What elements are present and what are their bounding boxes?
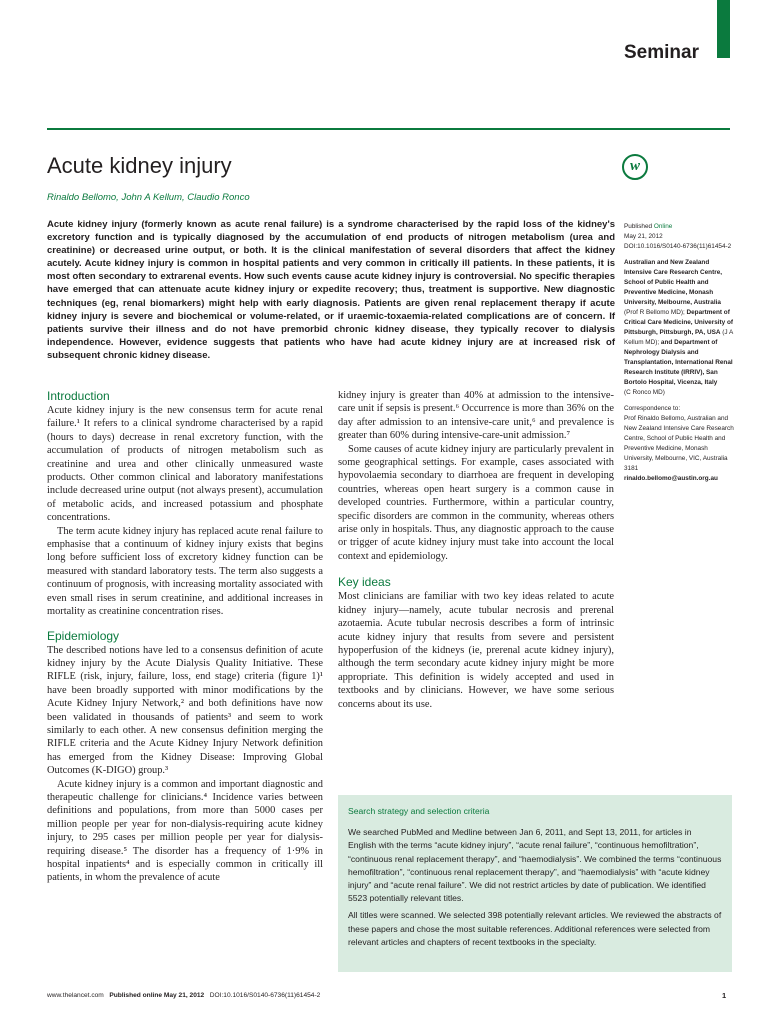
footer-doi: DOI:10.1016/S0140-6736(11)61454-2 — [209, 992, 321, 999]
affiliation-2-author: (J A Kellum MD); — [624, 329, 733, 346]
published-label: Published — [624, 223, 653, 230]
section-label: Seminar — [624, 42, 699, 63]
correspondence-address: Prof Rinaldo Bellomo, Australian and New Zealand Intensive Care Research Centre, School of Public Health and Preventive Medicine, Monash University, Melbourne, VIC, Australia 3181 — [624, 415, 734, 472]
affiliations — [624, 258, 734, 398]
footer-published: Published online May 21, 2012 — [109, 992, 205, 999]
affiliation-3: Department of Nephrology Dialysis and Transplantation, International Renal Research Institute (IRRIV), San Bortolo Hospital, Vicenza, Italy — [624, 339, 733, 386]
epidemiology-paragraph-3: kidney injury is greater than 40% at admission to the intensive-care unit if sepsis is present.⁶ Occurrence is more than 36% on the day after admission to an intensive-care unit,⁶ and prevalence is greater than 60% during intensive-care-unit admission.⁷ — [338, 390, 614, 442]
header-rule — [47, 128, 730, 130]
published-info — [624, 222, 734, 252]
key-ideas-paragraph-1: Most clinicians are familiar with two key ideas related to acute kidney injury—namely, acute tubular necrosis and prerenal azotaemia. Acute tubular necrosis describes a form of intrinsic acute kidney injury that results from severe and persistent hypoperfusion of the kidneys (ie, prerenal acute kidney injury), although the term secondary acute kidney injury might be more appropriate. This definition is widely accepted and used in textbooks and by clinicians. However, we have some serious concerns about its use. — [338, 591, 614, 710]
epidemiology-paragraph-1: The described notions have led to a consensus definition of acute kidney injury by the Acute Dialysis Quality Initiative. These RIFLE (risk, injury, failure, loss, end stage) criteria (figure 1)¹ have been broadly supported with minor modifications by the Acute Kidney Injury Network,² and both definitions have now been validated in thousands of patients³ and seem to work similarly to each other. A new consensus definition merging the RIFLE criteria and the Acute Kidney Injury Network definition has emerged from the Kidney Disease: Improving Global Outcomes (K-DIGO) group.³ — [47, 644, 323, 777]
search-strategy-title: Search strategy and selection criteria — [348, 806, 490, 816]
correspondence-label: Correspondence to: — [624, 405, 681, 412]
correspondence — [624, 404, 734, 484]
epidemiology-paragraph-4: Some causes of acute kidney injury are particularly prevalent in some geographical settings. For example, cases associated with hypovolaemia secondary to diarrhoea are frequent in developing countries, whereas open heart surgery is a common cause in developed countries. Furthermore, within a particular country, specific disorders are common in the community, whereas others arise only in hospitals. Thus, any diagnostic approach to the cause or trigger of acute kidney injury must take into account the local context and epidemiology. — [338, 443, 614, 562]
footer-site-link[interactable]: www.thelancet.com — [47, 992, 104, 999]
page-footer — [47, 992, 320, 999]
web-extra-icon: w — [622, 154, 648, 180]
article-summary: Acute kidney injury (formerly known as acute renal failure) is a syndrome characterised by the rapid loss of the kidney's excretory function and is typically diagnosed by the accumulation of end products of nitrogen metabolism (urea and creatinine) or decreased urine output, or both. It is the clinical manifestation of several disorders that affect the kidney acutely. Acute kidney injury is common in hospital patients and very common in critically ill patients. In these patients, it is most often secondary to extrarenal events. How such events cause acute kidney injury is controversial. No specific therapies have emerged that can attenuate acute kidney injury or expedite recovery; thus, treatment is supportive. New diagnostic techniques (eg, renal biomarkers) might help with early diagnosis. Patients are given renal replacement therapy if acute kidney injury is severe and biochemical or volume-related, or if uraemic-toxaemia-related complications are of concern. If patients survive their illness and do not have premorbid chronic kidney disease, they typically recover to dialysis independence. However, evidence suggests that patients who have had acute kidney injury are at increased risk of subsequent chronic kidney disease. — [47, 219, 615, 361]
published-date: May 21, 2012 — [624, 233, 663, 240]
affiliation-3-author: (C Ronco MD) — [624, 389, 665, 396]
correspondence-email[interactable]: rinaldo.bellomo@austin.org.au — [624, 475, 718, 482]
article-doi: DOI:10.1016/S0140-6736(11)61454-2 — [624, 243, 732, 250]
journal-color-bar — [717, 0, 730, 58]
article-authors: Rinaldo Bellomo, John A Kellum, Claudio Ronco — [47, 192, 250, 203]
search-strategy-paragraph-1: We searched PubMed and Medline between Jan 6, 2011, and Sept 13, 2011, for articles in English with the terms “acute kidney injury”, “acute renal failure”, “continuous hemofiltration”, “continuous renal replacement therapy”, and “haemodialysis”. We combined the terms “continuous hemofiltration”, “continuous renal replacement therapy”, and “haemodialysis” with “acute kidney injury” and “acute renal failure”. We did not restrict articles by date of publication. We identified 5523 potentially relevant titles. — [348, 827, 722, 904]
page-number: 1 — [722, 991, 727, 1000]
introduction-heading: Introduction — [47, 389, 110, 403]
key-ideas-heading: Key ideas — [338, 575, 391, 590]
published-online-link[interactable]: Online — [653, 223, 673, 230]
affiliation-2: Department of Critical Care Medicine, University of Pittsburgh, Pittsburgh, PA, USA — [624, 309, 734, 336]
article-title: Acute kidney injury — [47, 153, 232, 178]
article-sidebar — [624, 222, 734, 484]
epidemiology-paragraph-2: Acute kidney injury is a common and important diagnostic and therapeutic challenge for clinicians.⁴ Incidence varies between definitions and populations, from more than 5000 cases per million people per year for non-dialysis-requiring acute kidney injury, to 295 cases per million people per year for dialysis-requiring disease.⁵ The disorder has a frequency of 1·9% in hospital inpatients⁴ and is especially common in critically ill patients, in whom the prevalence of acute — [47, 778, 323, 884]
affiliation-1-author: (Prof R Bellomo MD); — [624, 309, 685, 316]
search-strategy-paragraph-2: All titles were scanned. We selected 398 potentially relevant articles. We reviewed the abstracts of these papers and chose the most suitable references. Additional references were selected from relevant articles and chapters of recent textbooks in the specialty. — [348, 910, 722, 947]
search-strategy-panel — [338, 795, 732, 972]
body-column-left — [47, 389, 323, 885]
affiliation-1: Australian and New Zealand Intensive Care Research Centre, School of Public Health and Preventive Medicine, Monash University, Melbourne, Australia — [624, 259, 723, 306]
body-column-right — [338, 389, 614, 711]
introduction-paragraph-2: The term acute kidney injury has replaced acute renal failure to emphasise that a continuum of kidney injury exists that begins long before sufficient loss of excretory kidney function can be measured with standard laboratory tests. The term also suggests a continuum of prognosis, with increasing mortality associated with even small rises in serum creatinine, and additional increases in mortality as creatinine concentration rises. — [47, 525, 323, 618]
introduction-paragraph-1: Acute kidney injury is the new consensus term for acute renal failure.¹ It refers to a clinical syndrome characterised by a rapid (hours to days) decrease in renal excretory function, with the accumulation of products of nitrogen metabolism such as creatinine and urea and other clinically unmeasured waste products. Other common clinical and laboratory manifestations include decreased urine output (not always present), accumulation of metabolic acids, and increased potassium and phosphate concentrations. — [47, 405, 323, 524]
epidemiology-heading: Epidemiology — [47, 628, 120, 643]
affiliation-and: and — [659, 339, 673, 346]
